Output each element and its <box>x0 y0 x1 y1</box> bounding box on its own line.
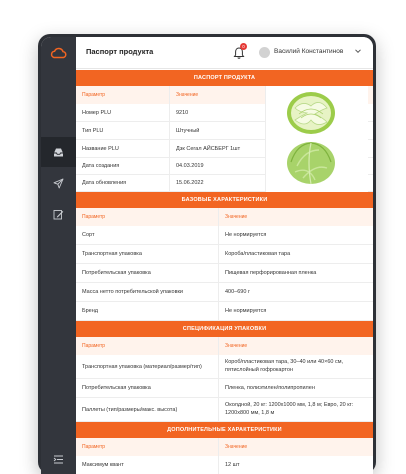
sidebar-item-inbox[interactable] <box>41 137 76 167</box>
packaging-table <box>76 337 373 422</box>
param-cell: Потребительская упаковка <box>76 379 219 397</box>
column-header-param: Параметр <box>76 208 219 226</box>
section-title-base: БАЗОВЫЕ ХАРАКТЕРИСТИКИ <box>76 192 373 208</box>
table-row <box>76 456 373 474</box>
value-cell: Околдной, 20 кг: 1200х1000 мм, 1,8 м; Евро, 20 кг: 1200х800 мм, 1,8 м <box>225 402 354 416</box>
param-cell: Дата создания <box>76 158 170 174</box>
table-row <box>76 355 373 379</box>
table-row <box>76 302 373 321</box>
value-cell: Штучный <box>170 122 266 139</box>
inbox-icon <box>53 147 64 158</box>
extra-table <box>76 438 373 474</box>
cabbage-cut-image <box>285 90 337 136</box>
send-icon <box>53 178 64 189</box>
main-content <box>76 70 373 474</box>
user-name[interactable]: Василий Константинов <box>274 48 344 55</box>
sidebar <box>41 37 76 474</box>
param-cell: Максимум квант <box>76 456 219 474</box>
param-cell: Сорт <box>76 226 219 244</box>
value-cell: 15.06.2022 <box>170 175 266 191</box>
value-cell: Не нормируется <box>225 232 267 238</box>
chevron-down-icon[interactable] <box>354 47 362 55</box>
cabbage-whole-image <box>285 138 337 186</box>
value-cell: Дзк Сегал АЙСБЕРГ 1шт <box>170 140 266 157</box>
edit-icon <box>53 209 64 220</box>
column-header-param: Параметр <box>76 337 219 355</box>
table-row <box>76 379 373 398</box>
table-row <box>76 245 373 264</box>
table-header <box>76 208 373 226</box>
tablet-frame <box>38 34 376 474</box>
table-row <box>76 264 373 283</box>
column-header-value: Значение <box>225 214 248 220</box>
value-cell: 12 шт <box>225 462 240 468</box>
section-title-passport: ПАСПОРТ ПРОДУКТА <box>76 70 373 86</box>
value-cell: Короба/пластиковая тара <box>225 251 291 257</box>
value-cell: 04.03.2019 <box>170 158 266 174</box>
value-cell: Пленка, полиэтилен/полипропилен <box>225 385 315 391</box>
column-header-value: Значение <box>225 343 248 349</box>
column-header-param: Параметр <box>76 86 170 104</box>
app-screen <box>41 37 373 474</box>
param-cell: Паллеты (тип/размеры/макс. высота) <box>76 398 219 421</box>
table-header <box>76 337 373 355</box>
param-cell: Потребительская упаковка <box>76 264 219 282</box>
param-cell: Название PLU <box>76 140 170 157</box>
value-cell: Пищевая перфорированная пленка <box>225 270 317 276</box>
notification-badge: 0 <box>240 43 247 50</box>
value-cell: Не нормируется <box>225 308 267 314</box>
column-header-value: Значение <box>225 444 248 450</box>
param-cell: Дата обновления <box>76 175 170 191</box>
param-cell: Масса нетто потребительской упаковки <box>76 283 219 301</box>
sidebar-item-edit[interactable] <box>41 199 76 229</box>
base-table <box>76 208 373 321</box>
avatar[interactable] <box>259 47 270 58</box>
table-row <box>76 398 373 422</box>
param-cell: Транспортная упаковка (материал/размер/тип) <box>76 355 219 378</box>
param-cell: Бренд <box>76 302 219 320</box>
sidebar-item-send[interactable] <box>41 168 76 198</box>
column-header-value: Значение <box>170 86 266 104</box>
product-photo <box>266 86 368 192</box>
section-title-packaging: СПЕЦИФИКАЦИЯ УПАКОВКИ <box>76 321 373 337</box>
table-row <box>76 226 373 245</box>
page-title: Паспорт продукта <box>86 47 154 56</box>
passport-table <box>76 86 373 192</box>
value-cell: 400–690 г <box>225 289 250 295</box>
cloud-logo-icon <box>50 47 67 59</box>
param-cell: Тип PLU <box>76 122 170 139</box>
table-header <box>76 438 373 456</box>
param-cell: Транспортная упаковка <box>76 245 219 263</box>
value-cell: 9210 <box>170 104 266 121</box>
param-cell: Номер PLU <box>76 104 170 121</box>
sidebar-toggle[interactable] <box>41 450 76 468</box>
section-title-extra: ДОПОЛНИТЕЛЬНЫЕ ХАРАКТЕРИСТИКИ <box>76 422 373 438</box>
menu-collapse-icon <box>53 455 64 464</box>
table-row <box>76 283 373 302</box>
value-cell: Короб/пластиковая тара, 30–40 или 40×60 см, пятислойный гофрокартон <box>225 359 344 373</box>
column-header-param: Параметр <box>76 438 219 456</box>
top-header <box>76 37 373 69</box>
